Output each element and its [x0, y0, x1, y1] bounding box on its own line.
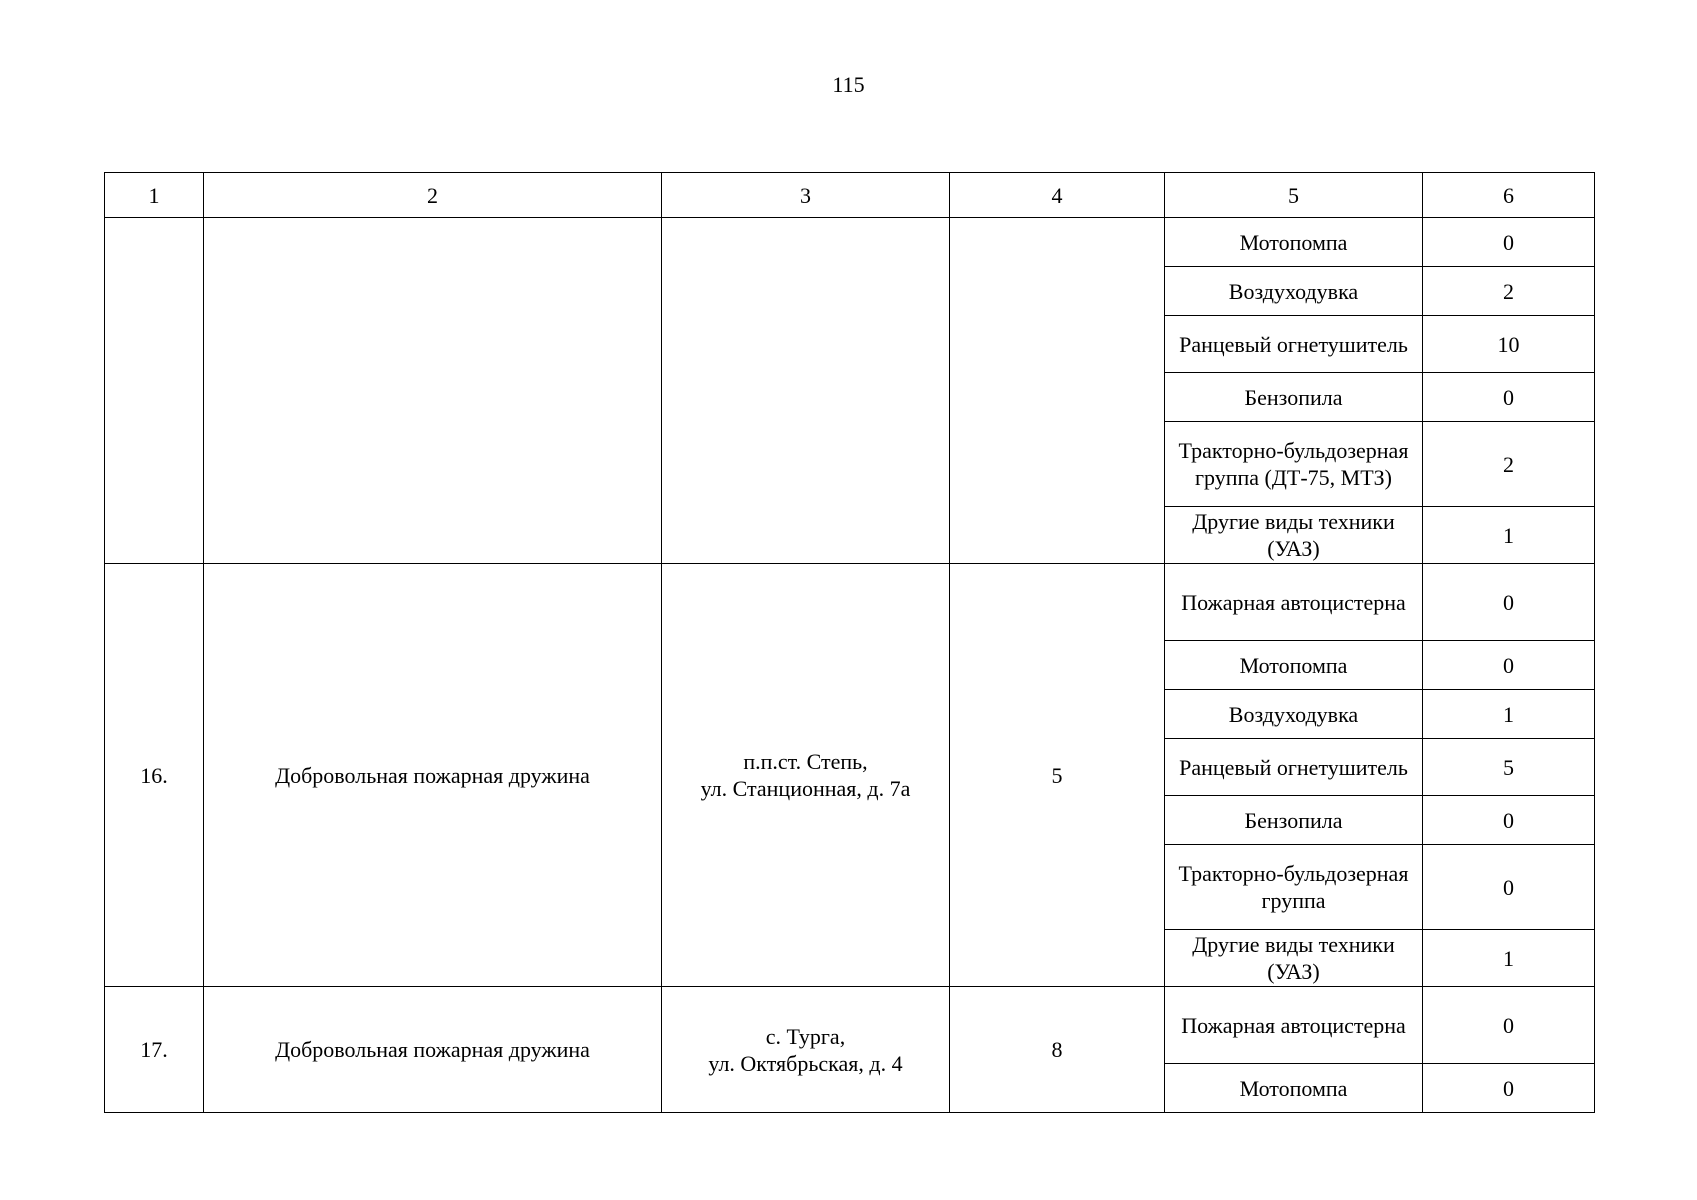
equipment-count: 0 [1423, 796, 1595, 845]
empty-cell [204, 218, 662, 564]
address [662, 564, 950, 987]
equipment-table [104, 172, 1595, 1113]
equipment-name: Бензопила [1165, 796, 1423, 845]
equipment-name: Тракторно-бульдозерная группа [1165, 845, 1423, 930]
address-line: с. Турга, [765, 1023, 846, 1049]
equipment-count: 0 [1423, 641, 1595, 690]
empty-cell [950, 218, 1165, 564]
address-line: п.п.ст. Степь, [743, 749, 868, 774]
header-cell: 4 [950, 173, 1165, 218]
equipment-name: Пожарная автоцистерна [1165, 564, 1423, 641]
equipment-count: 0 [1423, 564, 1595, 641]
equipment-name: Ранцевый огнетушитель [1165, 316, 1423, 373]
equipment-name: Другие виды техники (УАЗ) [1165, 507, 1423, 564]
row-number: 16. [105, 564, 204, 987]
header-row [105, 173, 1595, 218]
equipment-name: Мотопомпа [1165, 1064, 1423, 1113]
empty-cell [662, 218, 950, 564]
equipment-name: Тракторно-бульдозерная группа (ДТ-75, МТЗ) [1165, 422, 1423, 507]
equipment-count: 5 [1423, 739, 1595, 796]
equipment-name: Пожарная автоцистерна [1165, 987, 1423, 1064]
equipment-count: 10 [1423, 316, 1595, 373]
row-number: 17. [105, 987, 204, 1113]
organization-name: Добровольная пожарная дружина [204, 987, 662, 1113]
address [662, 987, 950, 1113]
equipment-name: Бензопила [1165, 373, 1423, 422]
organization-name: Добровольная пожарная дружина [204, 564, 662, 987]
staff-count: 8 [950, 987, 1165, 1113]
equipment-name: Ранцевый огнетушитель [1165, 739, 1423, 796]
equipment-count: 2 [1423, 422, 1595, 507]
empty-cell [105, 218, 204, 564]
equipment-count: 0 [1423, 1064, 1595, 1113]
table-row [105, 987, 1595, 1064]
header-cell: 3 [662, 173, 950, 218]
equipment-count: 1 [1423, 930, 1595, 987]
equipment-count: 0 [1423, 987, 1595, 1064]
equipment-name: Мотопомпа [1165, 641, 1423, 690]
equipment-count: 1 [1423, 690, 1595, 739]
equipment-count: 0 [1423, 373, 1595, 422]
equipment-count: 2 [1423, 267, 1595, 316]
header-cell: 2 [204, 173, 662, 218]
header-cell: 1 [105, 173, 204, 218]
equipment-name: Мотопомпа [1165, 218, 1423, 267]
equipment-name: Другие виды техники (УАЗ) [1165, 930, 1423, 987]
equipment-count: 0 [1423, 845, 1595, 930]
equipment-count: 1 [1423, 507, 1595, 564]
equipment-name: Воздуходувка [1165, 690, 1423, 739]
table-row [105, 564, 1595, 641]
table-row [105, 218, 1595, 267]
staff-count: 5 [950, 564, 1165, 987]
address-line: ул. Октябрьская, д. 4 [708, 1050, 903, 1076]
header-cell: 6 [1423, 173, 1595, 218]
address-line: ул. Станционная, д. 7а [700, 776, 911, 801]
page-number: 115 [832, 72, 865, 97]
equipment-count: 0 [1423, 218, 1595, 267]
equipment-name: Воздуходувка [1165, 267, 1423, 316]
header-cell: 5 [1165, 173, 1423, 218]
